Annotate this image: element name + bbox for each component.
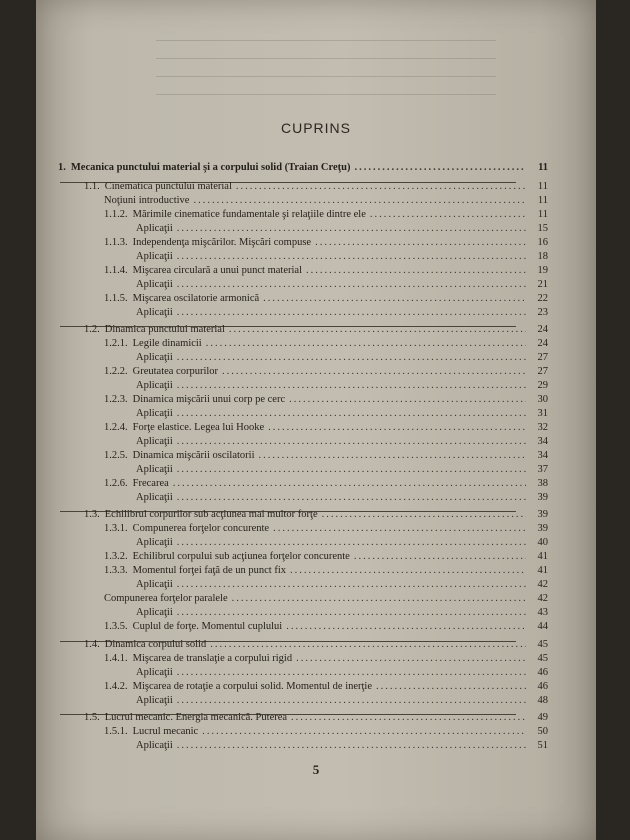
toc-entry [104,725,548,739]
dot-leader [177,435,526,449]
toc-entry-page: 22 [537,293,548,304]
toc-entry-page: 32 [537,422,548,433]
toc-entry [84,508,548,522]
dot-leader [354,161,526,175]
toc-entry [104,477,548,491]
dot-leader [268,421,526,435]
toc-entry [136,463,548,477]
dot-leader [273,522,526,536]
dot-leader [177,463,526,477]
toc-entry-title: Greutatea corpurilor [132,366,219,377]
dot-leader [177,491,526,505]
toc-entry [84,180,548,194]
faint-line [156,58,496,59]
dot-leader [306,264,526,278]
toc-entry-number: 1.4.2. [104,681,128,692]
dot-leader [177,739,526,753]
toc-entry-title: Aplicaţii [136,223,173,234]
toc-entry-page: 45 [537,639,548,650]
toc-entry-page: 30 [537,394,548,405]
toc-entry-page: 27 [537,352,548,363]
page-title: CUPRINS [280,120,351,136]
toc-entry-page: 23 [537,307,548,318]
toc-entry-title: Aplicaţii [136,307,173,318]
toc-entry-number: 1.1.2. [104,209,128,220]
toc-entry-page: 44 [537,621,548,632]
toc-entry-title: Aplicaţii [136,352,173,363]
dot-leader [202,725,526,739]
toc-entry [104,564,548,578]
toc-entry [136,306,548,320]
toc-entry-title: Dinamica mişcării oscilatorii [132,450,255,461]
toc-entry [104,680,548,694]
toc-entry-page: 19 [537,265,548,276]
toc-entry-title: Momentul forţei faţă de un punct fix [132,565,286,576]
dot-leader [232,592,526,606]
toc-entry [104,208,548,222]
dot-leader [315,236,526,250]
dot-leader [229,323,526,337]
toc-entry-title: Frecarea [132,478,169,489]
faint-line [156,76,496,77]
dot-leader [173,477,526,491]
toc-entry [84,711,548,725]
toc-entry-number: 1.1. [84,181,100,192]
toc-entry [104,421,548,435]
toc-entry [104,393,548,407]
toc-entry-number: 1.2.5. [104,450,128,461]
toc-entry-title: Forţe elastice. Legea lui Hooke [132,422,265,433]
dot-leader [177,694,526,708]
toc-entry-page: 42 [537,593,548,604]
toc-entry-page: 34 [537,450,548,461]
dot-leader [177,578,526,592]
toc-entry [84,323,548,337]
toc-entry [136,491,548,505]
toc-entry [136,666,548,680]
toc-entry-title: Compunerea forţelor paralele [104,593,228,604]
toc-entry-page: 46 [537,667,548,678]
toc-entry [104,365,548,379]
toc-entry-page: 16 [537,237,548,248]
toc-entry-title: Aplicaţii [136,408,173,419]
toc-entry-number: 1.4.1. [104,653,128,664]
toc-entry [104,264,548,278]
toc-entry-number: 1.1.5. [104,293,128,304]
toc-entry [104,449,548,463]
dot-leader [177,222,526,236]
toc-entry-title: Aplicaţii [136,579,173,590]
toc-entry-number: 1.2.1. [104,338,128,349]
dot-leader [296,652,526,666]
toc-entry-number: 1.2. [84,324,100,335]
dot-leader [370,208,526,222]
toc-entry-number: 1.3.5. [104,621,128,632]
toc-entry-title: Lucrul mecanic [132,726,199,737]
toc-entry-page: 11 [537,195,548,206]
toc-entry [104,620,548,634]
toc-entry [136,578,548,592]
toc-entry-page: 41 [537,565,548,576]
dot-leader [263,292,526,306]
toc-entry-page: 24 [537,324,548,335]
toc-entry-page: 24 [537,338,548,349]
toc-entry-page: 18 [537,251,548,262]
dot-leader [354,550,526,564]
toc-entry-number: 1.3.3. [104,565,128,576]
toc-entry [136,694,548,708]
toc-entry-number: 1.2.3. [104,394,128,405]
toc-entry-title: Legile dinamicii [132,338,202,349]
toc-entry-title: Lucrul mecanic. Energia mecanică. Puterea [104,712,288,723]
toc-entry-page: 42 [537,579,548,590]
dot-leader [236,180,526,194]
toc-entry-page: 39 [537,523,548,534]
toc-entry-page: 34 [537,436,548,447]
toc-entry-title: Mărimile cinematice fundamentale şi relaţiile dintre ele [132,209,366,220]
toc-entry-page: 15 [537,223,548,234]
toc-entry-page: 40 [537,537,548,548]
toc-entry-page: 37 [537,464,548,475]
faint-line [156,94,496,95]
dot-leader [290,564,526,578]
toc-entry-page: 11 [538,162,548,173]
dot-leader [210,638,526,652]
toc-entry [104,550,548,564]
dot-leader [177,250,526,264]
toc-entry [104,592,548,606]
toc-entry [104,194,548,208]
toc-entry-title: Cuplul de forţe. Momentul cuplului [132,621,283,632]
toc-entry [136,435,548,449]
dot-leader [177,351,526,365]
page-number: 5 [312,762,320,777]
toc-entry-title: Compunerea forţelor concurente [132,523,270,534]
toc-entry-title: Aplicaţii [136,251,173,262]
dot-leader [177,306,526,320]
toc-entry-title: Aplicaţii [136,279,173,290]
toc-entry [136,739,548,753]
toc-entry-title: Aplicaţii [136,436,173,447]
dot-leader [177,606,526,620]
dot-leader [177,536,526,550]
toc-entry-title: Noţiuni introductive [104,195,190,206]
faint-line [156,40,496,41]
toc-entry-title: Aplicaţii [136,667,173,678]
toc-entry [104,337,548,351]
toc-entry-number: 1.1.3. [104,237,128,248]
toc-entry-title: Mecanica punctului material şi a corpului solid (Traian Creţu) [70,162,351,173]
toc-entry-page: 27 [537,366,548,377]
toc-entry-title: Aplicaţii [136,492,173,503]
toc-entry-title: Aplicaţii [136,380,173,391]
toc-entry-number: 1.2.4. [104,422,128,433]
toc-entry [136,351,548,365]
toc-entry-page: 48 [537,695,548,706]
dot-leader [376,680,526,694]
toc-entry-page: 46 [537,681,548,692]
toc-entry-number: 1.5.1. [104,726,128,737]
toc-entry [136,536,548,550]
toc-entry-title: Mişcarea circulară a unui punct material [132,265,302,276]
toc-entry-title: Aplicaţii [136,464,173,475]
toc-entry-title: Cinematica punctului material [104,181,232,192]
dot-leader [177,666,526,680]
toc-entry [136,606,548,620]
toc-entry-title: Aplicaţii [136,740,173,751]
dot-leader [291,711,526,725]
toc-entry-page: 45 [537,653,548,664]
toc-entry-title: Echilibrul corpului sub acţiunea forţelor concurente [132,551,350,562]
dot-leader [177,379,526,393]
toc-entry-number: 1.5. [84,712,100,723]
toc-entry-page: 39 [537,492,548,503]
toc-entry-page: 39 [537,509,548,520]
toc-entry [84,638,548,652]
dot-leader [177,407,526,421]
toc-entry-page: 38 [537,478,548,489]
toc-entry-title: Aplicaţii [136,607,173,618]
toc-entry-title: Dinamica punctului material [104,324,225,335]
toc-entry-page: 50 [537,726,548,737]
toc-entry-number: 1.1.4. [104,265,128,276]
toc-entry-title: Dinamica mişcării unui corp pe cerc [132,394,286,405]
dot-leader [259,449,526,463]
toc-entry [136,278,548,292]
toc-entry-number: 1.3.1. [104,523,128,534]
dot-leader [322,508,526,522]
dot-leader [289,393,526,407]
toc-entry-title: Aplicaţii [136,537,173,548]
dot-leader [206,337,526,351]
toc-entry-page: 11 [537,181,548,192]
book-page [36,0,596,840]
toc-entry [104,522,548,536]
toc-entry-number: 1. [58,162,66,173]
dot-leader [177,278,526,292]
toc-entry-page: 51 [537,740,548,751]
toc-entry-number: 1.2.2. [104,366,128,377]
toc-entry-title: Mişcarea de rotaţie a corpului solid. Momentul de inerţie [132,681,373,692]
toc-entry-page: 29 [537,380,548,391]
toc-entry-number: 1.4. [84,639,100,650]
toc-entry-title: Mişcarea de translaţie a corpului rigid [132,653,293,664]
toc-entry-title: Echilibrul corpurilor sub acţiunea mai multor forţe [104,509,318,520]
toc-entry-page: 31 [537,408,548,419]
toc-entry-page: 11 [537,209,548,220]
toc-entry-number: 1.3.2. [104,551,128,562]
toc-entry-page: 49 [537,712,548,723]
toc-entry-number: 1.2.6. [104,478,128,489]
toc-entry-title: Independenţa mişcărilor. Mişcări compuse [132,237,312,248]
toc-entry [136,250,548,264]
toc-entry-title: Mişcarea oscilatorie armonică [132,293,260,304]
toc-entry [104,292,548,306]
toc-entry [104,236,548,250]
toc-entry [136,379,548,393]
toc-entry [58,161,548,175]
toc-entry [136,407,548,421]
toc-entry-number: 1.3. [84,509,100,520]
toc-entry-title: Dinamica corpului solid [104,639,207,650]
dot-leader [193,194,526,208]
toc-entry-title: Aplicaţii [136,695,173,706]
toc-entry-page: 43 [537,607,548,618]
toc-entry [104,652,548,666]
toc-entry-page: 41 [537,551,548,562]
toc-entry-page: 21 [537,279,548,290]
dot-leader [222,365,526,379]
toc-entry [136,222,548,236]
dot-leader [286,620,526,634]
